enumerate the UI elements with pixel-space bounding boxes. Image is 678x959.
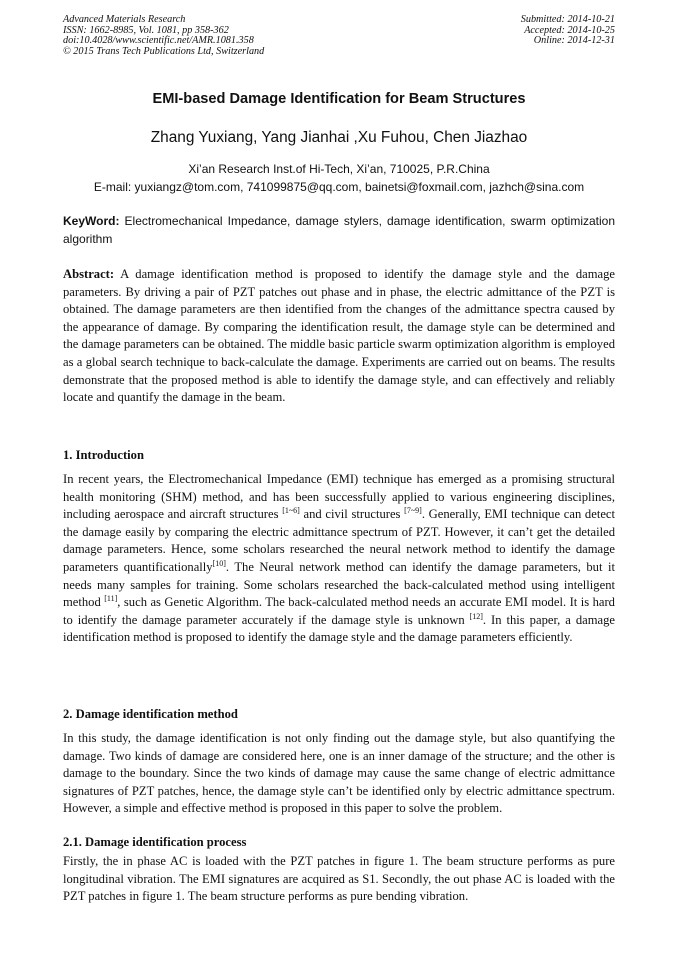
issn: ISSN: 1662-8985, Vol. 1081, pp 358-362: [63, 24, 229, 36]
publication-dates: [521, 15, 615, 47]
intro-text-4: . The Neural network method can identify the damage parameters, but it needs many samples for training. Some scholars researched the back-calculated method using intelligent method: [63, 559, 615, 610]
process-paragraph: Firstly, the in phase AC is loaded with the PZT patches in figure 1. The beam structure performs as pure longitudinal vibration. The EMI signatures are acquired as S1. Secondly, the out phase AC is loaded with the PZT patches in figure 1. The beam structure performs as pure bending vibration.: [63, 854, 615, 904]
affiliation: Xi’an Research Inst.of Hi-Tech, Xi’an, 710025, P.R.China: [188, 162, 490, 176]
intro-text-5: , such as Genetic Algorithm. The back-calculated method needs an accurate EMI model. It is hard to identify the damage parameter accurately if the damage style is unknown: [63, 595, 615, 627]
online-date: Online: 2014-12-31: [533, 35, 615, 47]
citation: [1~6]: [282, 506, 300, 516]
keywords-text: Electromechanical Impedance, damage stylers, damage identification, swarm optimization algorithm: [63, 214, 615, 246]
abstract-label: Abstract:: [63, 267, 115, 281]
keywords-label: KeyWord:: [63, 214, 120, 228]
abstract: [63, 266, 615, 407]
abstract-text: A damage identification method is proposed to identify the damage style and the damage parameters. By driving a pair of PZT patches out phase and in phase, the electric admittance of the PZT is obtained. The damage parameters are then identified from the changes of the admittance spectra caused by the appearance of damage. By comparing the identification result, the damage style can be determined and the damage parameters can be obtained. The middle basic particle swarm optimization algorithm is employed as a global search technique to back-calculate the damage. Experiments are carried out on beams. The results demonstrate that the proposed method is able to identify the damage style, and can effectively and reliably locate and quantify the damage in the beam.: [63, 267, 615, 405]
citation: [10]: [212, 558, 226, 568]
accepted-date: Accepted: 2014-10-25: [524, 24, 615, 36]
doi: doi:10.4028/www.scientific.net/AMR.1081.358: [63, 35, 254, 47]
journal-name: Advanced Materials Research: [63, 14, 186, 25]
intro-text-1: In recent years, the Electromechanical Impedance (EMI) technique has emerged as a promising structural health monitoring (SHM) method, and has been successfully applied to various engineering disciplines, including aerospace and aircraft structures: [63, 472, 615, 522]
keywords: [63, 212, 615, 248]
introduction-paragraph: [63, 471, 615, 647]
journal-info: [63, 15, 264, 57]
paper-title: EMI-based Damage Identification for Beam Structures: [152, 91, 526, 107]
subsection-heading-process: 2.1. Damage identification process: [63, 835, 247, 849]
citation: [12]: [469, 611, 483, 621]
method-paragraph: In this study, the damage identification is not only finding out the damage style, but also quantifying the damage. Two kinds of damage are considered here, one is an inner damage of the structure; and the other is damage to the boundary. Since the two kinds of damage may cause the same change of electric admittance signatures of PZT patches, hence, the damage style can’t be identified only by electric admittance spectrum. However, a simple and effective method is proposed in this paper to solve the problem.: [63, 731, 615, 816]
citation: [11]: [104, 594, 118, 604]
author-emails: E-mail: yuxiangz@tom.com, 741099875@qq.com, bainetsi@foxmail.com, jazhch@sina.com: [93, 180, 585, 194]
intro-text-2: and civil structures: [299, 507, 405, 522]
copyright: © 2015 Trans Tech Publications Ltd, Switzerland: [63, 45, 265, 57]
section-heading-method: 2. Damage identification method: [63, 707, 238, 721]
section-heading-introduction: 1. Introduction: [63, 448, 144, 462]
authors: Zhang Yuxiang, Yang Jianhai ,Xu Fuhou, Chen Jiazhao: [150, 129, 528, 146]
citation: [7~9]: [404, 506, 422, 516]
intro-text-6: . In this paper, a damage identification method is proposed to identify the damage style and the damage parameters efficiently.: [63, 612, 615, 645]
submitted-date: Submitted: 2014-10-21: [520, 14, 615, 25]
intro-text-3: . Generally, EMI technique can detect the damage easily by comparing the electric admittance spectrum of PZT. However, it can’t get the detailed damage parameters. Hence, some scholars researched the neural network method to identify the damage parameters quantificationally: [63, 507, 615, 574]
